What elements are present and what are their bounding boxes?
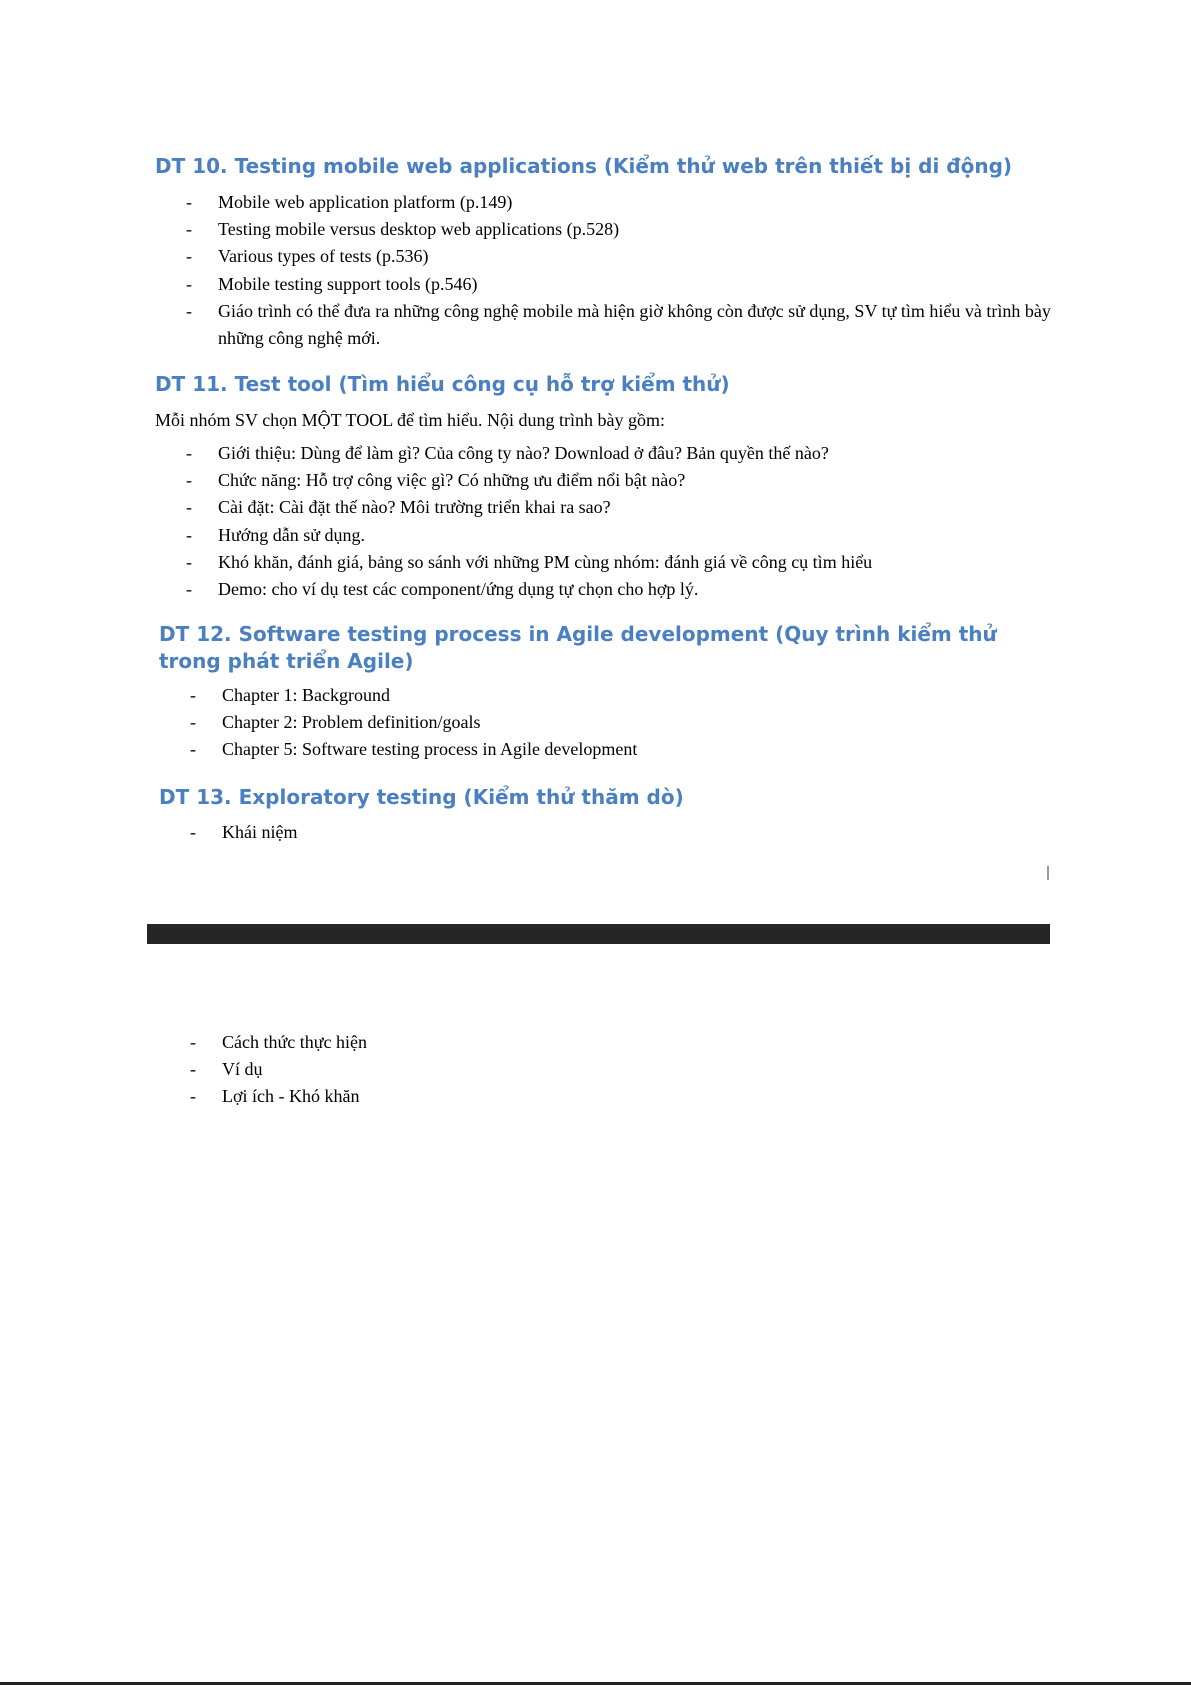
list-item: - Ví dụ [190,1056,1050,1083]
section-heading-dt10: DT 10. Testing mobile web applications (Kiểm thử web trên thiết bị di động) [155,154,1013,178]
bullet-dash: - [186,246,192,267]
list-item: - Mobile web application platform (p.149) [186,189,1056,216]
bullet-dash: - [186,497,192,518]
bullet-dash: - [186,192,192,212]
list-item: - Mobile testing support tools (p.546) [186,271,1056,298]
list-item: - Hướng dẫn sử dụng. [186,522,1066,549]
list-item: - Cách thức thực hiện [190,1029,1050,1056]
bullet-dash: - [190,712,196,733]
dt13-list [190,819,1050,846]
list-item: - Chapter 5: Software testing process in Agile development [190,736,1050,763]
margin-mark [1047,866,1049,880]
bullet-dash: - [186,470,192,491]
list-item: - Lợi ích - Khó khăn [190,1083,1050,1110]
section-heading-dt12: DT 12. Software testing process in Agile development (Quy trình kiểm thử trong phát triển Agile) [159,622,997,673]
list-item: - Various types of tests (p.536) [186,243,1056,270]
list-item: - Cài đặt: Cài đặt thế nào? Môi trường triển khai ra sao? [186,494,1066,521]
bullet-dash: - [190,739,196,760]
dt11-list [186,440,1066,603]
bullet-dash: - [190,822,196,842]
bullet-dash: - [186,219,192,240]
bullet-dash: - [186,273,192,294]
bullet-dash: - [186,579,192,600]
list-item: - Giới thiệu: Dùng để làm gì? Của công ty nào? Download ở đâu? Bản quyền thế nào? [186,440,1066,467]
section-heading-dt13: DT 13. Exploratory testing (Kiểm thử thăm dò) [159,785,684,809]
bullet-dash: - [190,1032,196,1052]
list-item: - Testing mobile versus desktop web applications (p.528) [186,216,1056,243]
bullet-dash: - [186,524,192,545]
list-item: - Khó khăn, đánh giá, bảng so sánh với những PM cùng nhóm: đánh giá về công cụ tìm hiểu [186,549,1066,576]
dt10-list [186,189,1056,352]
bullet-dash: - [190,1059,196,1080]
list-item: - Demo: cho ví dụ test các component/ứng dụng tự chọn cho hợp lý. [186,576,1066,603]
section-heading-dt11: DT 11. Test tool (Tìm hiểu công cụ hỗ trợ kiểm thử) [155,372,730,396]
section-intro-dt11: Mỗi nhóm SV chọn MỘT TOOL để tìm hiểu. Nội dung trình bày gồm: [155,410,665,430]
bullet-dash: - [186,300,192,321]
bullet-dash: - [186,443,192,463]
bullet-dash: - [186,551,192,572]
bullet-dash: - [190,685,196,705]
list-item: - Giáo trình có thể đưa ra những công nghệ mobile mà hiện giờ không còn được sử dụng, SV tự tìm hiểu và trình bày những công nghệ mới. [186,298,1056,352]
page-break-band [147,924,1050,944]
list-item: - Chapter 1: Background [190,682,1050,709]
list-item: - Chức năng: Hỗ trợ công việc gì? Có những ưu điểm nổi bật nào? [186,467,1066,494]
dt12-list [190,682,1050,764]
dt13-list-continued [190,1029,1050,1111]
list-item: - Chapter 2: Problem definition/goals [190,709,1050,736]
list-item: - Khái niệm [190,819,1050,846]
bullet-dash: - [190,1086,196,1107]
